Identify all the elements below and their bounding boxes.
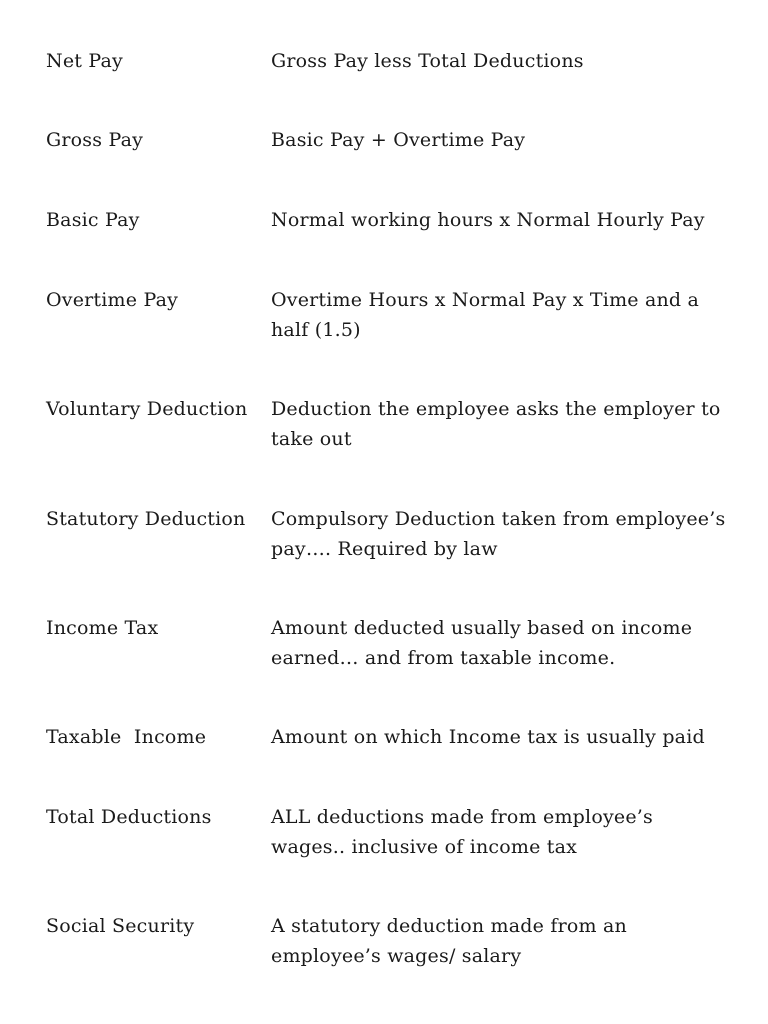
term: Gross Pay (46, 129, 144, 151)
definition: Deduction the employee asks the employer to take out (271, 398, 721, 450)
definition: Amount on which Income tax is usually paid (271, 726, 705, 748)
definition: Compulsory Deduction taken from employee’s pay…. Required by law (271, 508, 726, 560)
term: Social Security (46, 915, 195, 937)
glossary-row-income-tax (46, 613, 736, 673)
definition: A statutory deduction made from an employee’s wages/ salary (271, 915, 627, 967)
glossary-row-net-pay (46, 46, 736, 76)
definition: Gross Pay less Total Deductions (271, 50, 584, 72)
term: Overtime Pay (46, 289, 179, 311)
glossary-row-statutory-deduction (46, 504, 736, 564)
term: Basic Pay (46, 209, 140, 231)
glossary-row-taxable-income (46, 722, 736, 752)
glossary-row-basic-pay (46, 205, 736, 235)
term: Total Deductions (46, 806, 212, 828)
glossary-row-total-deductions (46, 802, 736, 862)
term: Voluntary Deduction (46, 398, 248, 420)
glossary-row-overtime-pay (46, 285, 736, 345)
glossary-row-voluntary-deduction (46, 394, 736, 454)
glossary-row-gross-pay (46, 125, 736, 155)
term: Income Tax (46, 617, 159, 639)
term: Net Pay (46, 50, 123, 72)
definition: Basic Pay + Overtime Pay (271, 129, 526, 151)
definition: Normal working hours x Normal Hourly Pay (271, 209, 705, 231)
definition: Amount deducted usually based on income earned… and from taxable income. (271, 617, 693, 669)
definition: ALL deductions made from employee’s wages.. inclusive of income tax (271, 806, 653, 858)
definition: Overtime Hours x Normal Pay x Time and a half (1.5) (271, 289, 700, 341)
glossary-row-social-security (46, 911, 736, 971)
term: Statutory Deduction (46, 508, 246, 530)
term: Taxable Income (46, 726, 207, 748)
